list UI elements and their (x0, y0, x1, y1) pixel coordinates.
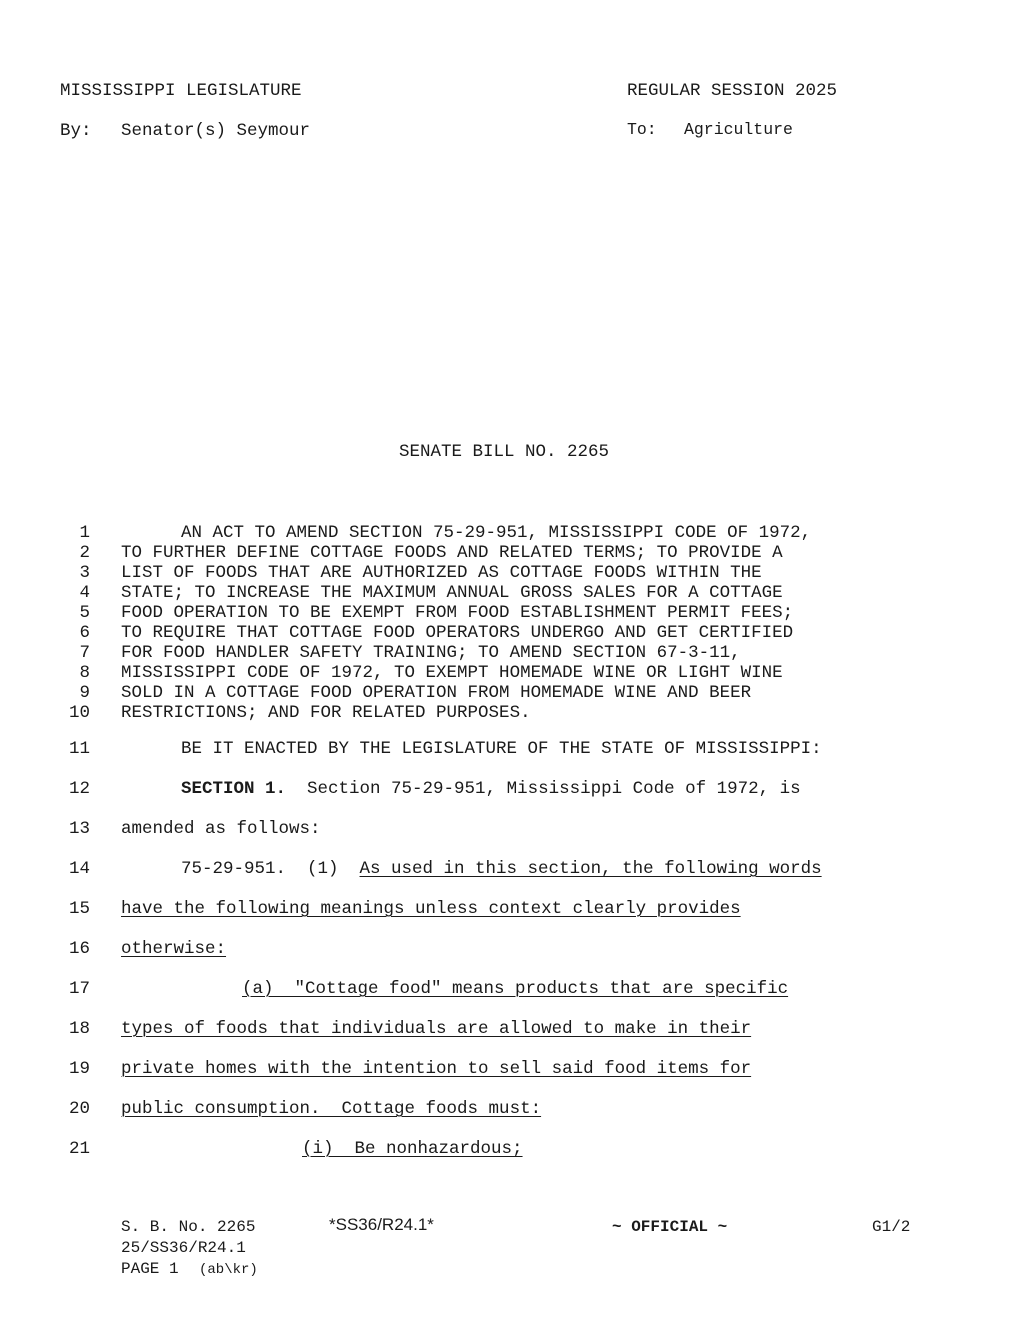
title-line: MISSISSIPPI CODE OF 1972, TO EXEMPT HOMEMADE WINE OR LIGHT WINE (121, 663, 783, 683)
inserted-text: have the following meanings unless context clearly provides (121, 899, 741, 919)
footer-doc-id: 25/SS36/R24.1 (121, 1239, 246, 1257)
code-section-ref: 75-29-951. (1) (181, 859, 360, 879)
line-number: 8 (79, 663, 90, 683)
to-label: To: (627, 120, 657, 139)
line-number: 3 (79, 563, 90, 583)
committee-name: Agriculture (684, 120, 793, 139)
body-line: amended as follows: (121, 819, 321, 839)
line-number: 9 (79, 683, 90, 703)
line-number: 14 (68, 859, 90, 879)
line-number: 17 (68, 979, 90, 999)
inserted-text: otherwise: (121, 939, 227, 959)
line-number: 5 (79, 603, 90, 623)
title-line: FOOD OPERATION TO BE EXEMPT FROM FOOD ESTABLISHMENT PERMIT FEES; (121, 603, 794, 623)
line-number: 1 (79, 523, 90, 543)
line-number: 10 (68, 703, 90, 723)
line-number: 18 (68, 1019, 90, 1039)
sponsor-name: Senator(s) Seymour (121, 121, 311, 141)
session-label: REGULAR SESSION 2025 (627, 81, 838, 101)
line-number: 11 (68, 739, 90, 759)
footer-barcode-text: *SS36/R24.1* (329, 1215, 434, 1234)
title-line: AN ACT TO AMEND SECTION 75-29-951, MISSISSIPPI CODE OF 1972, (181, 523, 812, 543)
line-number: 20 (68, 1099, 90, 1119)
line-number: 15 (68, 899, 90, 919)
footer-page-code: G1/2 (872, 1218, 911, 1236)
footer-page-label: PAGE 1 (121, 1260, 179, 1278)
line-number: 4 (79, 583, 90, 603)
title-line: LIST OF FOODS THAT ARE AUTHORIZED AS COTTAGE FOODS WITHIN THE (121, 563, 762, 583)
title-line: FOR FOOD HANDLER SAFETY TRAINING; TO AMEND SECTION 67-3-11, (121, 643, 741, 663)
title-line: SOLD IN A COTTAGE FOOD OPERATION FROM HOMEMADE WINE AND BEER (121, 683, 752, 703)
line-number: 19 (68, 1059, 90, 1079)
inserted-text: As used in this section, the following words (359, 859, 822, 879)
legislature-name: MISSISSIPPI LEGISLATURE (60, 81, 302, 101)
title-line: RESTRICTIONS; AND FOR RELATED PURPOSES. (121, 703, 531, 723)
footer-initials: (ab\kr) (199, 1262, 258, 1278)
by-label: By: (60, 121, 92, 141)
line-number: 13 (68, 819, 90, 839)
line-number: 12 (68, 779, 90, 799)
inserted-text: (i) Be nonhazardous; (302, 1139, 523, 1159)
line-number: 16 (68, 939, 90, 959)
line-number: 2 (79, 543, 90, 563)
inserted-text: types of foods that individuals are allowed to make in their (121, 1019, 752, 1039)
section-line (181, 781, 801, 799)
inserted-text: private homes with the intention to sell said food items for (121, 1059, 752, 1079)
body-line (181, 861, 822, 879)
title-line: STATE; TO INCREASE THE MAXIMUM ANNUAL GROSS SALES FOR A COTTAGE (121, 583, 783, 603)
title-line: TO REQUIRE THAT COTTAGE FOOD OPERATORS UNDERGO AND GET CERTIFIED (121, 623, 794, 643)
footer-bill-ref: S. B. No. 2265 (121, 1218, 256, 1236)
enacting-clause: BE IT ENACTED BY THE LEGISLATURE OF THE STATE OF MISSISSIPPI: (181, 739, 822, 759)
line-number: 7 (79, 643, 90, 663)
official-stamp: ~ OFFICIAL ~ (612, 1218, 728, 1236)
section-text: Section 75-29-951, Mississippi Code of 1972, is (286, 779, 801, 799)
title-line: TO FURTHER DEFINE COTTAGE FOODS AND RELATED TERMS; TO PROVIDE A (121, 543, 783, 563)
inserted-text: public consumption. Cottage foods must: (121, 1099, 542, 1119)
line-number: 21 (68, 1139, 90, 1159)
line-number: 6 (79, 623, 90, 643)
inserted-text: (a) "Cottage food" means products that are specific (242, 979, 789, 999)
section-heading: SECTION 1. (181, 779, 287, 799)
bill-title: SENATE BILL NO. 2265 (399, 442, 610, 462)
